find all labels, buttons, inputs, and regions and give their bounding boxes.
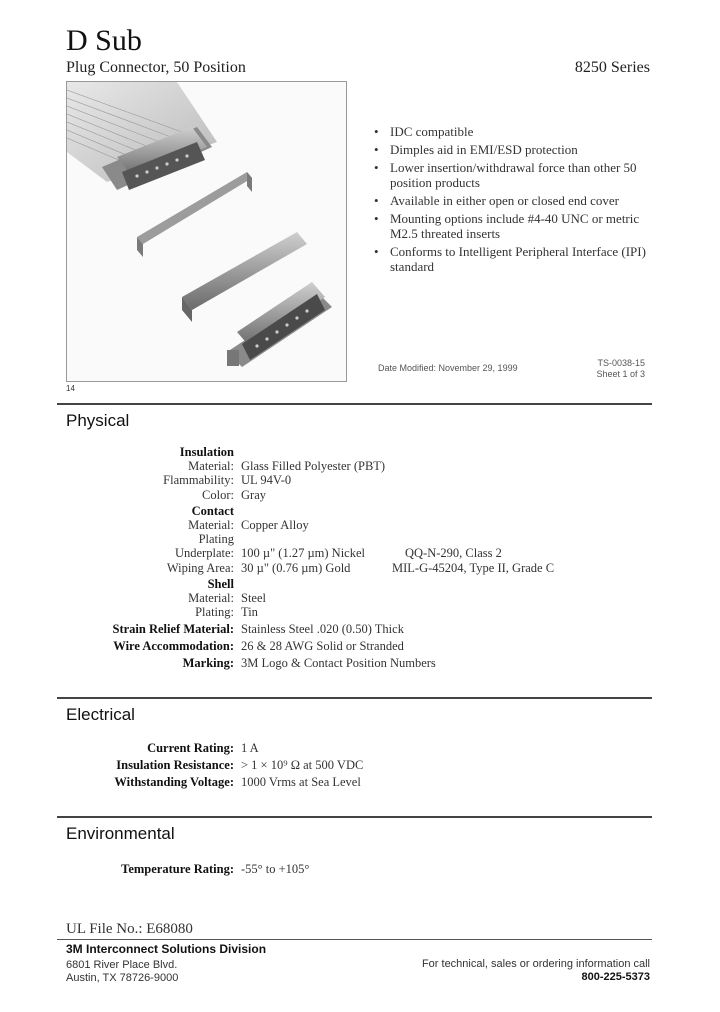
spec-label: Withstanding Voltage: [114,775,234,789]
spec-value: Glass Filled Polyester (PBT) [241,459,386,473]
section-heading-environmental: Environmental [66,824,175,843]
spec-value: -55° to +105° [241,862,310,876]
ts-number: TS-0038-15 [597,358,645,368]
spec-label: Wire Accommodation: [113,639,234,653]
feature-list [374,124,664,277]
spec-value: 26 & 28 AWG Solid or Stranded [241,639,404,653]
spec-value: > 1 × 10⁹ Ω at 500 VDC [241,758,364,772]
page-subtitle: Plug Connector, 50 Position [66,59,246,76]
section-heading-electrical: Electrical [66,705,135,724]
spec-value: 1000 Vrms at Sea Level [241,775,361,789]
spec-value: 100 µ" (1.27 µm) Nickel [241,546,365,560]
spec-standard: MIL-G-45204, Type II, Grade C [392,561,555,575]
company-name: 3M Interconnect Solutions Division [66,942,267,956]
list-item: • Lower insertion/withdrawal force than other 50 position products [374,160,664,190]
ul-file-number: UL File No.: E68080 [66,921,193,937]
spec-value: Steel [241,591,266,605]
section-heading-physical: Physical [66,411,130,430]
spec-label: Marking: [182,656,234,670]
company-address [66,959,178,985]
divider [57,697,652,699]
address-line: Austin, TX 78726-9000 [66,972,179,984]
list-item: • Available in either open or closed end cover [374,193,664,208]
document-id [596,358,645,380]
spec-label: Wiping Area: [166,561,234,575]
contact-text: For technical, sales or ordering information call [421,958,650,970]
spec-label: Flammability: [163,473,234,487]
spec-label: Underplate: [174,546,234,560]
spec-label: Current Rating: [147,741,234,755]
spec-label: Color: [202,488,234,502]
spec-value: Gray [241,488,266,502]
spec-label: Plating: [195,605,234,619]
divider [57,403,652,405]
sheet-number: Sheet 1 of 3 [596,369,645,379]
spec-label: Insulation Resistance: [116,758,234,772]
list-item: • Conforms to Intelligent Peripheral Interface (IPI) standard [374,244,664,274]
spec-value: UL 94V-0 [241,473,292,487]
list-item: • Mounting options include #4-40 UNC or metric M2.5 threated inserts [374,211,664,241]
date-modified: Date Modified: November 29, 1999 [378,363,518,373]
spec-standard: QQ-N-290, Class 2 [405,546,502,560]
spec-label: Temperature Rating: [121,862,234,876]
page-title: D Sub [66,24,142,57]
phone-number: 800-225-5373 [581,971,650,983]
list-item: • IDC compatible [374,124,664,139]
address-line: 6801 River Place Blvd. [66,959,178,971]
spec-value: Tin [241,605,258,619]
insulation-heading: Insulation [179,445,234,459]
figure-number: 14 [66,384,75,393]
connector-illustration [67,82,347,382]
list-item: • Dimples aid in EMI/ESD protection [374,142,664,157]
spec-value: 1 A [241,741,259,755]
spec-value: Stainless Steel .020 (0.50) Thick [241,622,404,636]
spec-label: Strain Relief Material: [112,622,234,636]
contact-info [422,958,650,984]
contact-heading: Contact [191,504,234,518]
divider [57,939,652,940]
product-photo [66,81,347,382]
spec-label: Material: [188,591,234,605]
spec-label: Material: [188,518,234,532]
series-label: 8250 Series [574,59,650,76]
spec-value: Copper Alloy [241,518,309,532]
divider [57,816,652,818]
shell-heading: Shell [207,577,234,591]
spec-value: 3M Logo & Contact Position Numbers [241,656,436,670]
spec-value: 30 µ" (0.76 µm) Gold [241,561,351,575]
spec-label: Plating [198,532,234,546]
spec-label: Material: [188,459,234,473]
